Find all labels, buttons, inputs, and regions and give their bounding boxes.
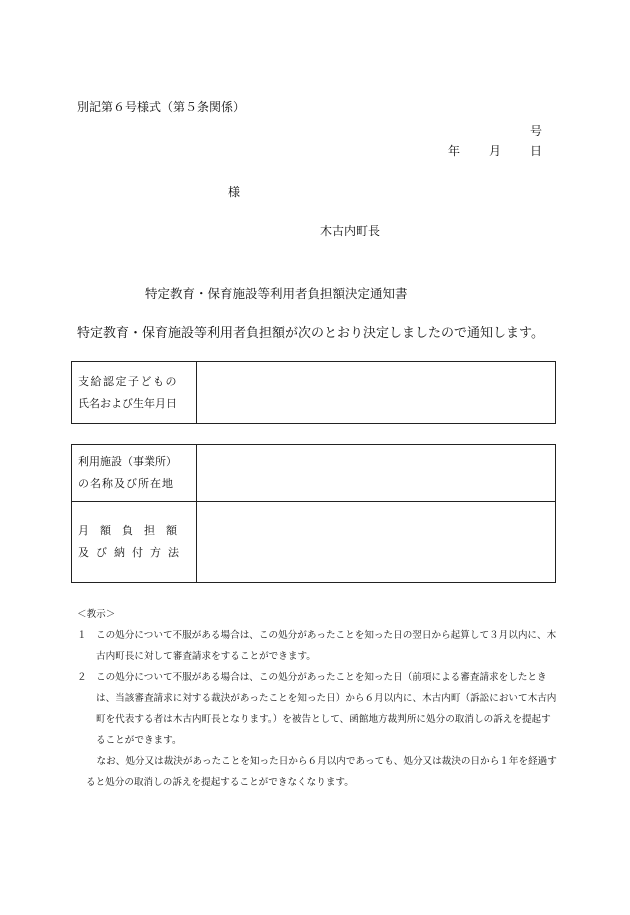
addressee-suffix: 様: [228, 185, 241, 199]
notes-heading: ＜教示＞: [77, 609, 116, 620]
note-item-1: [77, 625, 559, 667]
form-label: 別記第６号様式（第５条関係）: [77, 100, 246, 114]
note-item-2-text: この処分について不服がある場合は、この処分があったことを知った日（前項による審査請求をしたときは、当該審査請求に対する裁決があったことを知った日）から６月以内に、木古内町（訴訟において木古内町を代表する者は木古内町長となります。）を被告として、函館地方裁判所に処分の取消しの訴えを提起することができます。: [96, 672, 557, 746]
facility-row: [72, 445, 556, 502]
facility-label: [72, 445, 197, 502]
child-info-value-cell[interactable]: [197, 362, 556, 424]
date-day-label: 日: [530, 144, 543, 158]
fee-label-line1: 月額負担額: [78, 524, 188, 537]
issuer-name: 木古内町長: [320, 224, 381, 238]
note-item-2-paragraph: なお、処分又は裁決があったことを知った日から６月以内であっても、処分又は裁決の日から１年を経過すると処分の取消しの訴えを提起することができなくなります。: [86, 756, 557, 788]
child-info-label-line2: 氏名および生年月日: [78, 396, 177, 410]
fee-value-cell[interactable]: [197, 502, 556, 583]
notice-statement: 特定教育・保育施設等利用者負担額が次のとおり決定しましたので通知します。: [77, 326, 544, 341]
notes-section: [77, 604, 559, 793]
facility-value-cell[interactable]: [197, 445, 556, 502]
facility-label-line1: 利用施設（事業所）: [78, 455, 177, 468]
fee-label-line2: 及び納付方法: [78, 546, 186, 559]
document-title: 特定教育・保育施設等利用者負担額決定通知書: [145, 286, 408, 301]
note-item-2: [77, 667, 559, 751]
note-item-1-text: この処分について不服がある場合は、この処分があったことを知った日の翌日から起算して３月以内に、木古内町長に対して審査請求をすることができます。: [96, 630, 557, 662]
child-info-label-line1: 支給認定子どもの: [78, 374, 178, 388]
note-item-2-number: ２: [77, 672, 87, 683]
child-info-row: [72, 362, 556, 424]
facility-label-line2: の名称及び所在地: [78, 477, 174, 490]
note-item-1-number: １: [77, 630, 87, 641]
fee-row: [72, 502, 556, 583]
child-info-table: [71, 361, 556, 424]
date-year-label: 年: [448, 144, 461, 158]
date-month-label: 月: [489, 144, 502, 158]
child-info-label: [72, 362, 197, 424]
facility-fee-table: [71, 444, 556, 583]
document-number-label: 号: [530, 124, 543, 138]
fee-label: [72, 502, 197, 583]
